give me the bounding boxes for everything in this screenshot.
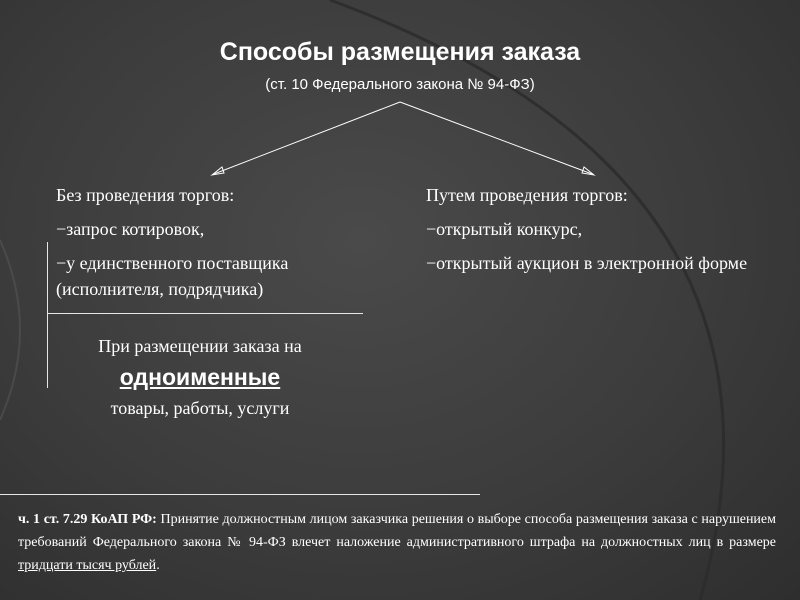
footnote-separator [0,494,480,495]
slide-title: Способы размещения заказа [219,38,581,66]
law-end: . [156,558,160,573]
with-auction-column [426,182,776,284]
law-text: Принятие должностным лицом заказчика решения о выборе способа размещения заказа с нарушением требований Федерального закона № 94-ФЗ влечет наложение административного штрафа на должностных лиц в размере [18,512,776,550]
left-bracket-vertical [47,242,48,388]
note-line-3: товары, работы, услуги [110,398,290,418]
note-line-1: При размещении заказа на [98,336,302,356]
fine-amount: тридцати тысяч рублей [18,558,157,573]
slide-subtitle: (ст. 10 Федерального закона № 94-ФЗ) [265,76,535,93]
left-item-1: −запрос котировок, [56,219,205,239]
left-item-2: −у единственного поставщика (исполнителя, подрядчика) [56,253,289,299]
right-item-1: −открытый конкурс, [426,219,583,239]
right-item-2: −открытый аукцион в электронной форме [426,253,748,273]
note-emphasis: одноименные [119,364,281,390]
left-heading: Без проведения торгов: [56,185,235,205]
law-footnote [18,508,776,577]
homogeneous-goods-note [60,333,340,421]
left-bracket-horizontal [47,313,363,314]
without-auction-column [56,182,366,310]
right-heading: Путем проведения торгов: [426,185,628,205]
law-reference: ч. 1 ст. 7.29 КоАП РФ: [18,512,157,527]
